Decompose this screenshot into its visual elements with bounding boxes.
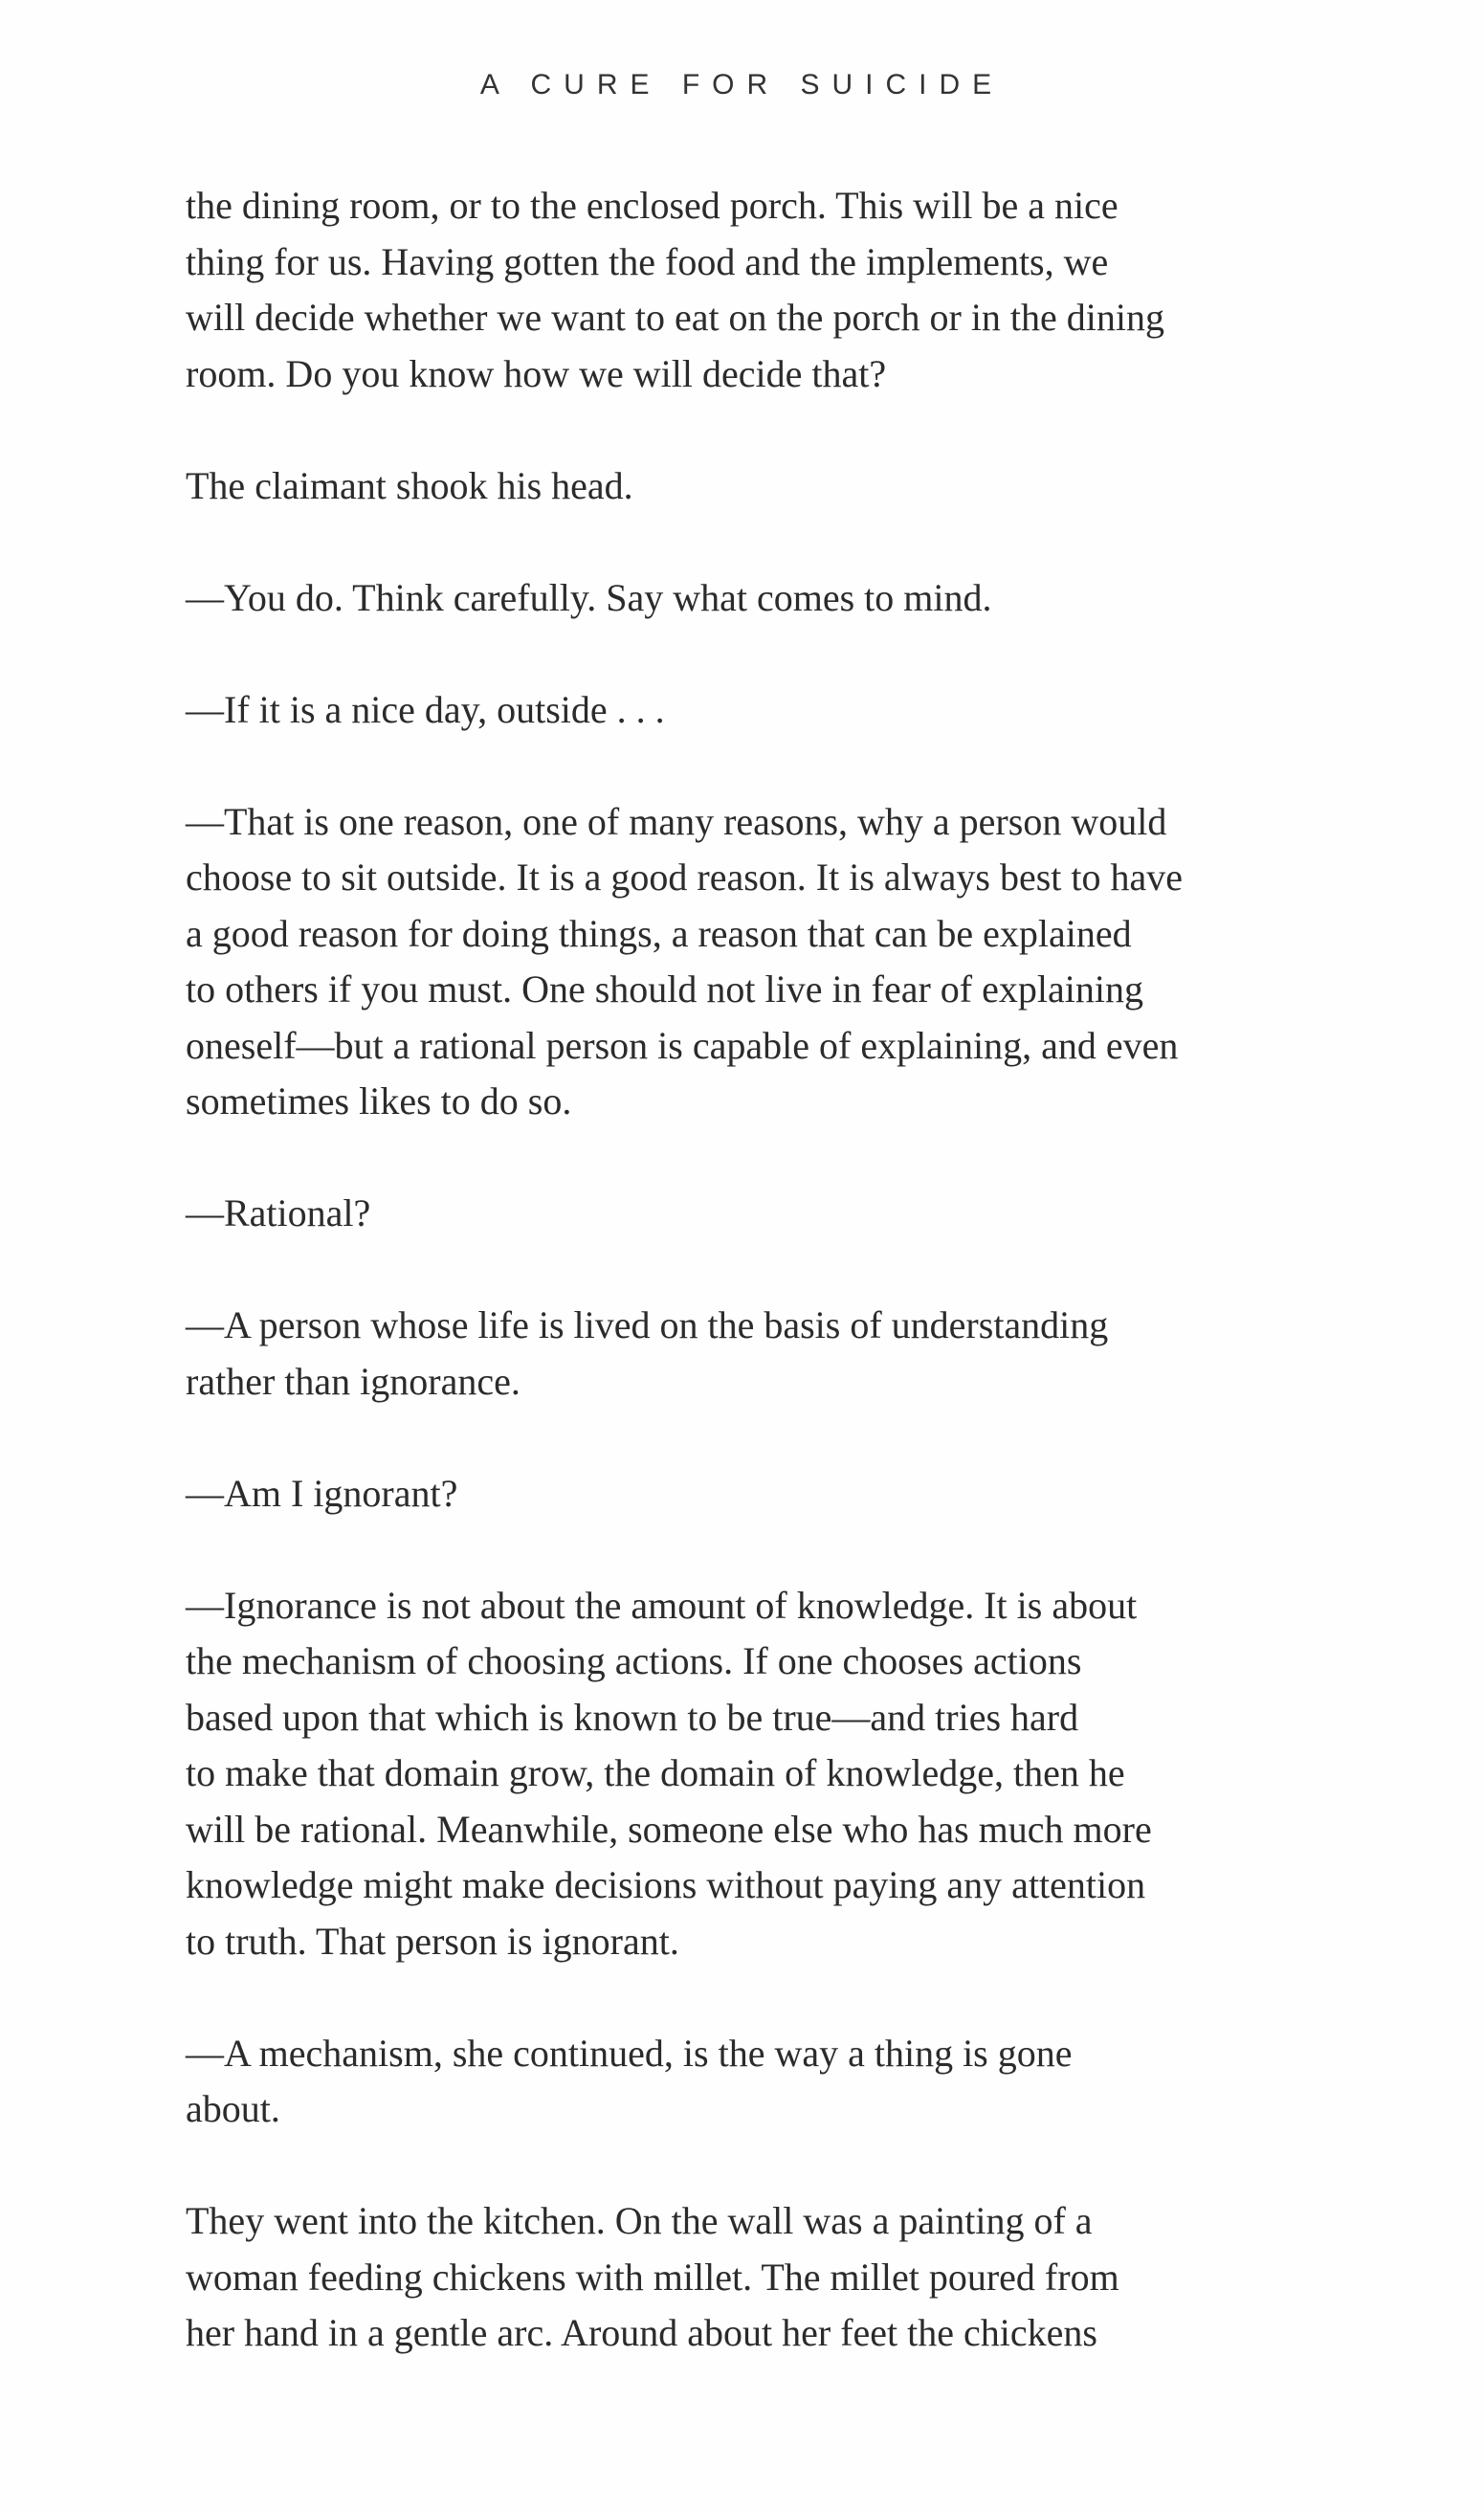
text-line: to make that domain grow, the domain of knowledge, then he [186, 1751, 1125, 1794]
text-line: The claimant shook his head. [186, 463, 633, 507]
text-line: rather than ignorance. [186, 1359, 521, 1403]
text-line: knowledge might make decisions without paying any attention [186, 1863, 1146, 1906]
text-line: —You do. Think carefully. Say what comes to mind. [186, 575, 992, 619]
paragraph [186, 2193, 1334, 2362]
paragraph [186, 682, 1334, 739]
text-line: —A mechanism, she continued, is the way a thing is gone [186, 2031, 1073, 2075]
text-line: about. [186, 2087, 280, 2130]
text-line: woman feeding chickens with millet. The millet poured from [186, 2255, 1119, 2299]
paragraph [186, 1578, 1334, 1970]
text-line: her hand in a gentle arc. Around about her feet the chickens [186, 2311, 1097, 2354]
paragraph [186, 1466, 1334, 1523]
text-line: oneself—but a rational person is capable of explaining, and even [186, 1023, 1179, 1067]
body-text [186, 178, 1334, 2362]
paragraph [186, 178, 1334, 402]
text-line: —A person whose life is lived on the basis of understanding [186, 1303, 1109, 1346]
paragraph [186, 794, 1334, 1130]
text-line: choose to sit outside. It is a good reason. It is always best to have [186, 856, 1184, 899]
text-line: will decide whether we want to eat on the porch or in the dining [186, 296, 1165, 339]
text-line: —Ignorance is not about the amount of knowledge. It is about [186, 1583, 1138, 1627]
text-line: to truth. That person is ignorant. [186, 1919, 679, 1963]
text-line: room. Do you know how we will decide that? [186, 351, 887, 395]
text-line: —Am I ignorant? [186, 1471, 458, 1515]
text-line: —That is one reason, one of many reasons, why a person would [186, 799, 1167, 843]
text-line: the dining room, or to the enclosed porch. This will be a nice [186, 184, 1119, 227]
text-line: based upon that which is known to be true—and tries hard [186, 1695, 1079, 1739]
text-line: to others if you must. One should not live in fear of explaining [186, 967, 1143, 1011]
text-line: the mechanism of choosing actions. If one chooses actions [186, 1639, 1082, 1682]
paragraph [186, 2026, 1334, 2138]
text-line: sometimes likes to do so. [186, 1079, 572, 1123]
paragraph [186, 1186, 1334, 1242]
text-line: —If it is a nice day, outside . . . [186, 687, 665, 731]
paragraph [186, 458, 1334, 515]
text-line: thing for us. Having gotten the food and the implements, we [186, 239, 1109, 283]
paragraph [186, 570, 1334, 627]
text-line: They went into the kitchen. On the wall was a painting of a [186, 2199, 1093, 2242]
text-line: —Rational? [186, 1191, 371, 1234]
paragraph [186, 1298, 1334, 1410]
text-line: a good reason for doing things, a reason that can be explained [186, 911, 1132, 955]
running-head-title: A CURE FOR SUICIDE [479, 69, 1005, 100]
text-line: will be rational. Meanwhile, someone else who has much more [186, 1807, 1152, 1851]
